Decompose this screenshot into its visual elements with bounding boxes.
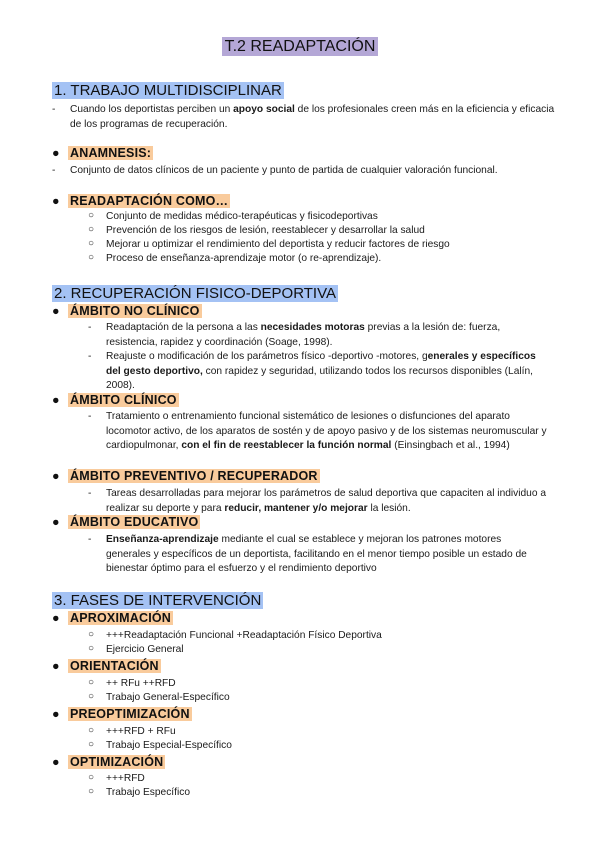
list-item: - Reajuste o modificación de los parámetros físico -deportivo -motores, generales y específicos del gesto deportivo, con rapidez y seguridad, utilizando todos los recursos disponibles (Lalín, 2008).: [88, 351, 536, 391]
subheading-ambito-clinico: ● ÁMBITO CLÍNICO: [52, 393, 177, 407]
list-item: ○ Mejorar u optimizar el rendimiento del deportista y reducir factores de riesgo: [88, 238, 450, 250]
subheading-optimizacion: ● OPTIMIZACIÓN: [52, 755, 164, 769]
list-item: ○ +++Readaptación Funcional +Readaptación Físico Deportiva: [88, 629, 382, 641]
subheading-aproximacion: ● APROXIMACIÓN: [52, 611, 172, 625]
list-item: - Cuando los deportistas perciben un apoyo social de los profesionales creen más en la eficiencia y eficacia de los programas de recuperación.: [52, 104, 555, 130]
subheading-ambito-educativo: ● ÁMBITO EDUCATIVO: [52, 515, 199, 529]
list-item: - Tratamiento o entrenamiento funcional sistemático de lesiones o disfunciones del aparato locomotor activo, de los aparatos de sostén y de apoyo pasivo y de los sistemas neuromuscular y cardiopulmonar, con el fin de reestablecer la función normal (Einsingbach et al., 1994): [88, 411, 547, 451]
section-1-heading: 1. TRABAJO MULTIDISCIPLINAR: [54, 82, 282, 99]
subheading-ambito-no-clinico: ● ÁMBITO NO CLÍNICO: [52, 304, 200, 318]
list-item: ○ Prevención de los riesgos de lesión, reestablecer y desarrollar la salud: [88, 224, 425, 236]
section-2-heading: 2. RECUPERACIÓN FISICO-DEPORTIVA: [54, 285, 336, 302]
section-3-heading: 3. FASES DE INTERVENCIÓN: [54, 592, 262, 609]
subheading-anamnesis: ● ANAMNESIS:: [52, 146, 152, 160]
list-item: - Enseñanza-aprendizaje mediante el cual se establece y mejoran los patrones motores generales y específicos de un deportista, facilitando en el menor tiempo posible un estado de bienestar óptimo para el esfuerzo y el rendimiento deportivo: [88, 534, 527, 574]
list-item: ○ Trabajo Específico: [88, 786, 190, 798]
list-item: ○ +++RFD: [88, 772, 145, 784]
list-item: ○ +++RFD + RFu: [88, 725, 176, 737]
list-item: ○ Ejercicio General: [88, 643, 184, 655]
list-item: ○ Trabajo Especial-Específico: [88, 739, 232, 751]
subheading-readaptacion-como: ● READAPTACIÓN COMO…: [52, 194, 229, 208]
list-item: - Readaptación de la persona a las necesidades motoras previas a la lesión de: fuerza, resistencia, rapidez y coordinación (Soage, 1998).: [88, 322, 501, 348]
subheading-ambito-preventivo: ● ÁMBITO PREVENTIVO / RECUPERADOR: [52, 469, 318, 483]
list-item: ○ ++ RFu ++RFD: [88, 677, 176, 689]
list-item: - Tareas desarrolladas para mejorar los parámetros de salud deportiva que capaciten al individuo a realizar su deporte y para reducir, mantener y/o mejorar la lesión.: [88, 488, 547, 514]
list-item: ○ Trabajo General-Específico: [88, 691, 230, 703]
list-item: ○ Proceso de enseñanza-aprendizaje motor (o re-aprendizaje).: [88, 252, 382, 264]
subheading-preoptimizacion: ● PREOPTIMIZACIÓN: [52, 707, 190, 721]
list-item: ○ Conjunto de medidas médico-terapéuticas y fisicodeportivas: [88, 210, 378, 222]
document-title: T.2 READAPTACIÓN: [0, 38, 600, 56]
subheading-orientacion: ● ORIENTACIÓN: [52, 659, 159, 673]
list-item: - Conjunto de datos clínicos de un paciente y punto de partida de cualquier valoración funcional.: [52, 165, 498, 176]
